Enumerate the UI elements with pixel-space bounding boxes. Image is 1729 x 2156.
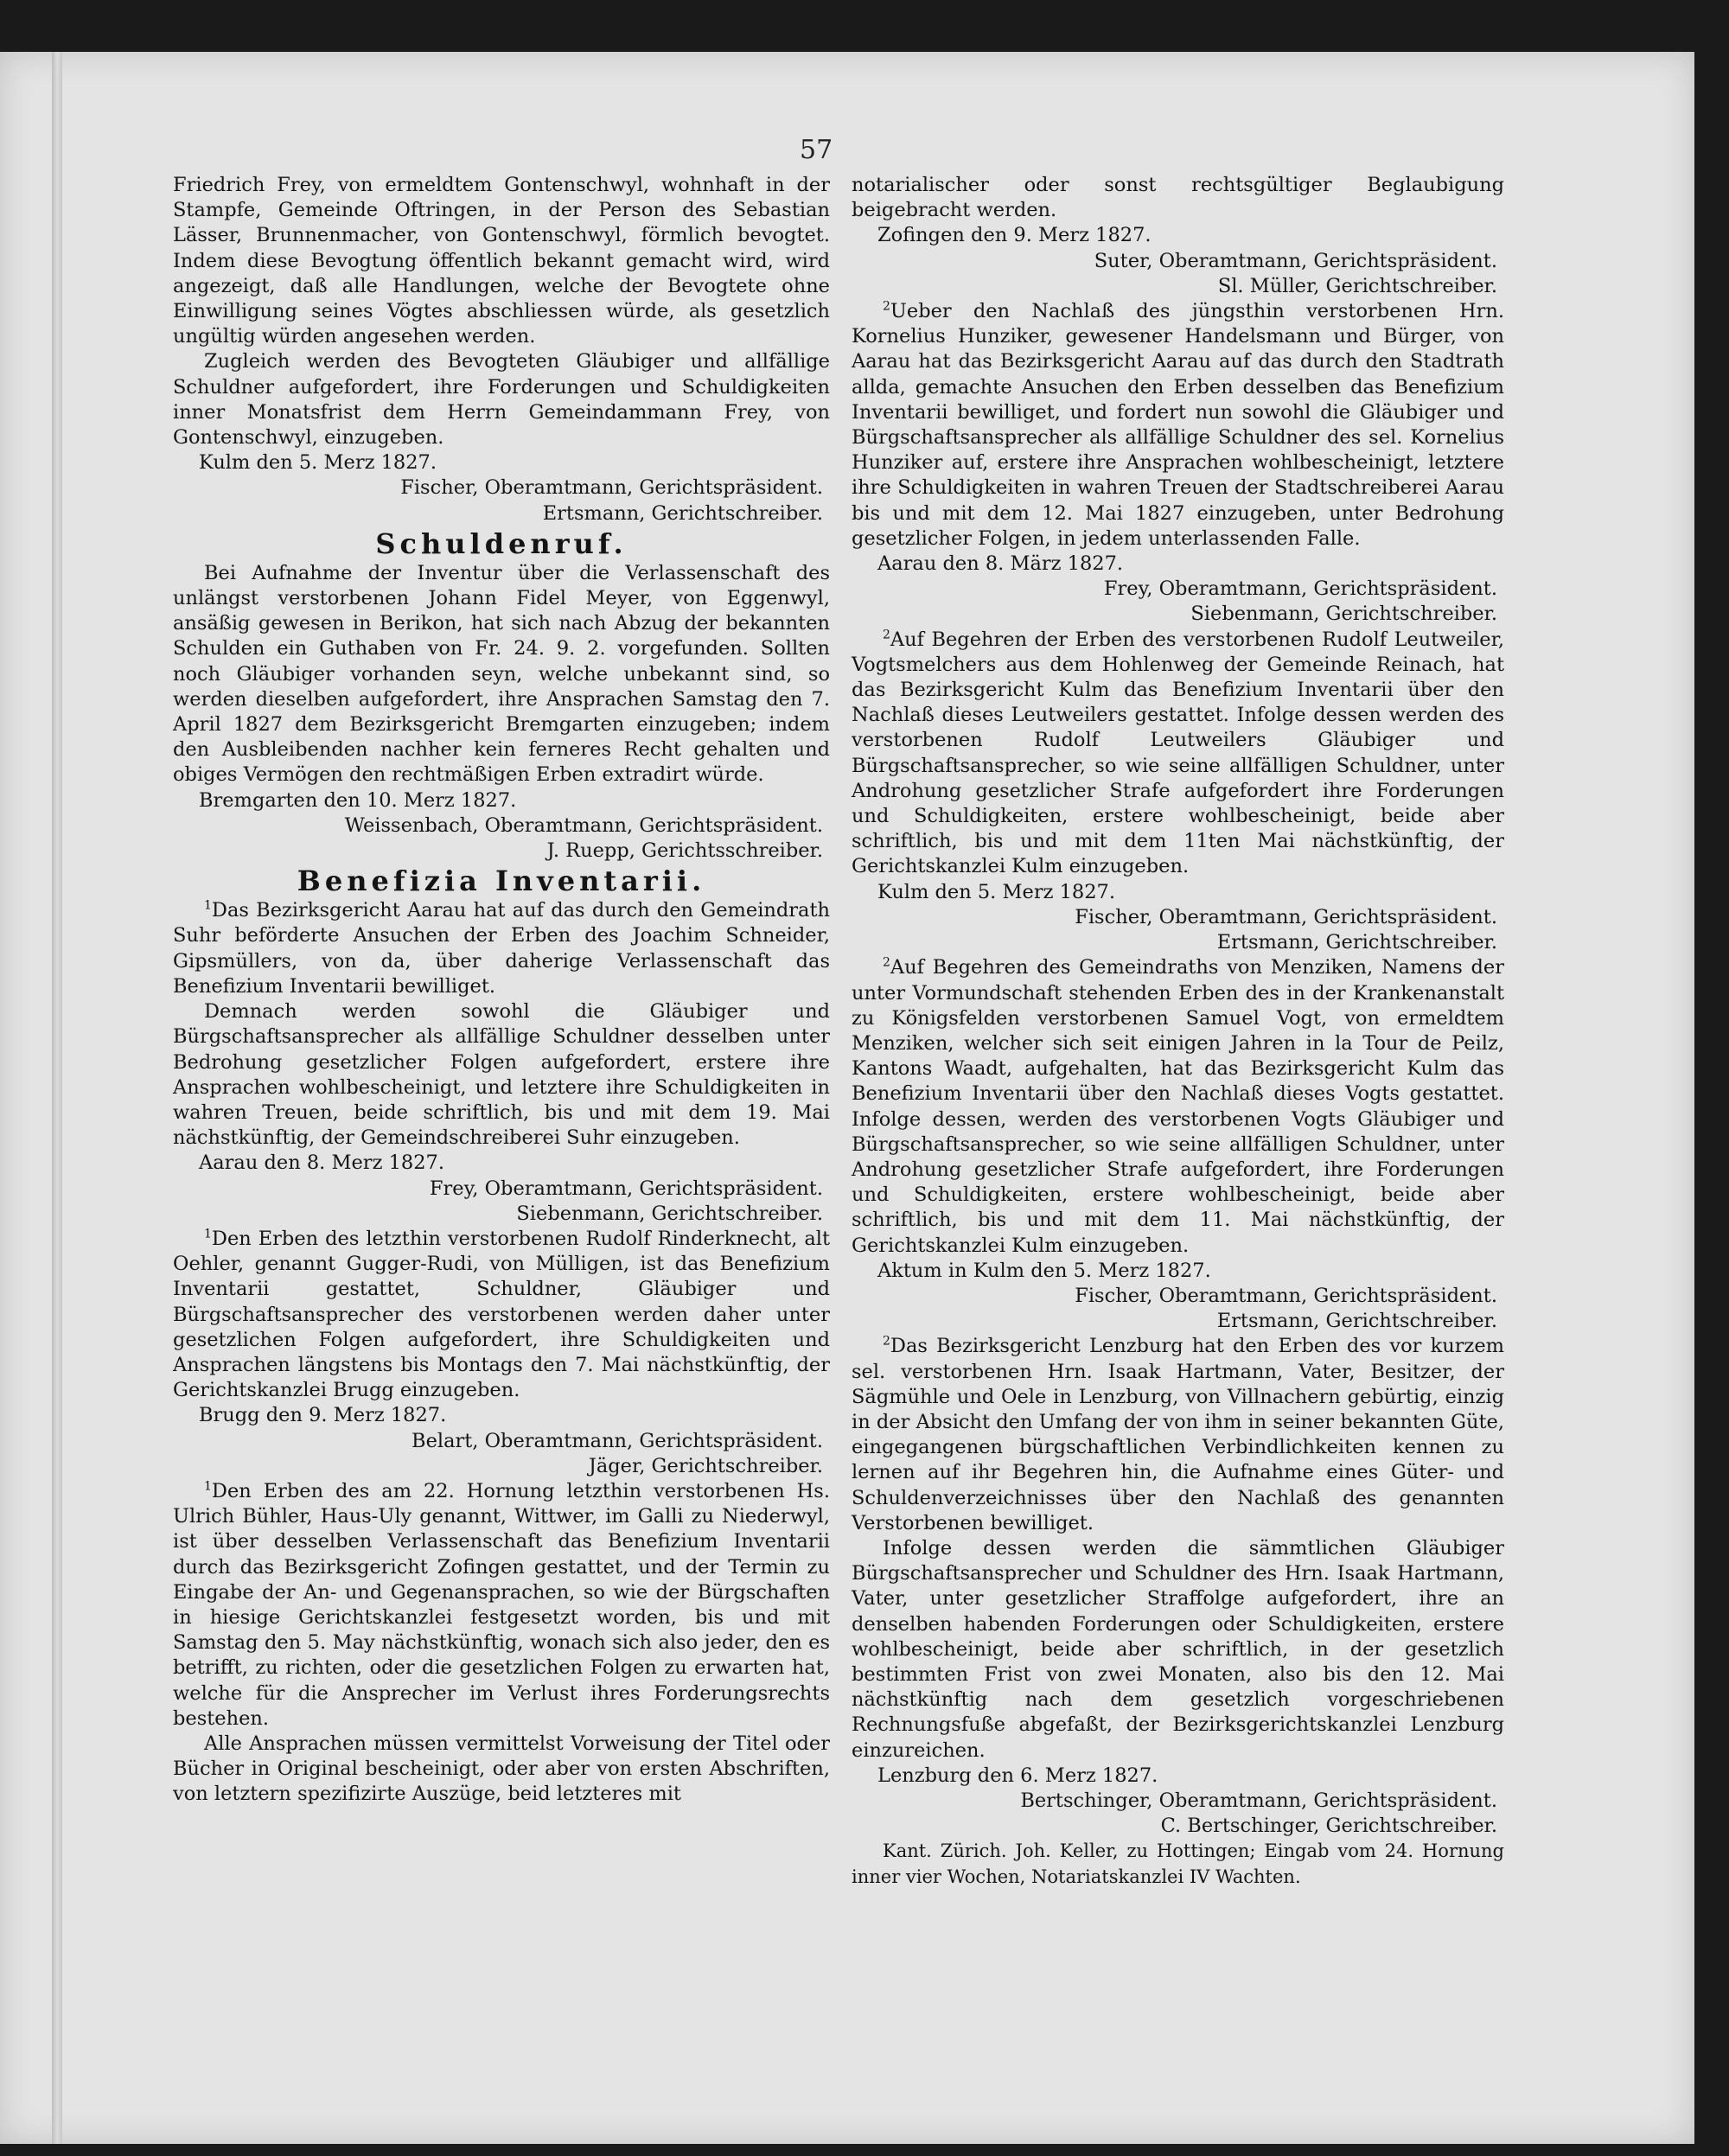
notice-signature xyxy=(173,813,830,839)
buehler-titles xyxy=(173,1732,830,1808)
paragraph-text: Kulm den 5. Merz 1827. xyxy=(199,451,437,475)
buehler-notice xyxy=(173,1479,830,1732)
paragraph-text: notarialischer oder sonst rechtsgültiger Beglaubigung beigebracht werden. xyxy=(852,174,1504,222)
paragraph-text: Lenzburg den 6. Merz 1827. xyxy=(877,1764,1158,1787)
paragraph-text: Jäger, Gerichtschreiber. xyxy=(588,1454,823,1477)
section-heading xyxy=(173,526,830,561)
notice-date xyxy=(173,1403,830,1428)
paragraph-text: Bertschinger, Oberamtmann, Gerichtspräsident. xyxy=(1020,1789,1497,1812)
paragraph-text: Den Erben des letzthin verstorbenen Rudolf Rinderknecht, alt Oehler, genannt Gugger-Rudi, von Mülligen, ist das Benefizium Inventarii gestattet, Schuldner, Gläubiger und Bürgschaftsansprecher des verstorbenen werden daher unter gesetzlichen Folgen aufgefordert, ihre Schuldigkeiten und Ansprachen längstens bis Montags den 7. Mai nächstkünftig, der Gerichtskanzlei Brugg einzugeben. xyxy=(173,1227,830,1402)
notice-signature xyxy=(852,1814,1504,1839)
page-number: 57 xyxy=(800,135,833,165)
schneider-notice xyxy=(173,898,830,999)
leutweiler-notice xyxy=(852,628,1504,880)
paragraph-text: Demnach werden sowohl die Gläubiger und Bürgschaftsansprecher als allfällige Schuldner desselben unter Bedrohung gesetzlicher Folgen aufgefordert, erstere ihre Ansprachen wohlbescheinigt, und letztere ihre Schuldigkeiten in wahren Treuen, beide schriftlich, bis und mit dem 19. Mai nächstkünftig, der Gemeindschreiberei Suhr einzugeben. xyxy=(173,1000,830,1150)
right-column xyxy=(852,173,1504,1890)
paragraph-text: Den Erben des am 22. Hornung letzthin verstorbenen Hs. Ulrich Bühler, Haus-Uly genannt, Wittwer, im Galli zu Niederwyl, ist über desselben Verlassenschaft das Benefizium Inventarii durch das Bezirksgericht Zofingen gestattet, und der Termin zu Eingabe der An- und Gegenansprachen, so wie der Bürgschaften in hiesige Gerichtskanzlei festgesetzt worden, bis und mit Samstag den 5. May nächstkünftig, wonach sich also jeder, den es betrifft, zu richten, oder die gesetzlichen Folgen zu erwarten hat, welche für die Ansprecher im Verlust ihres Forderungsrechts bestehen. xyxy=(173,1479,830,1730)
paragraph-text: Ueber den Nachlaß des jüngsthin verstorbenen Hrn. Kornelius Hunziker, gewesener Handelsmann und Bürger, von Aarau hat das Bezirksgericht Aarau auf das durch den Stadtrath allda, gemachte Ansuchen den Erben desselben das Benefizium Inventarii bewilliget, und fordert nun sowohl die Gläubiger und Bürgschaftsansprecher als allfällige Schuldner des sel. Kornelius Hunziker auf, erstere ihre Ansprachen wohlbescheinigt, letztere ihre Schuldigkeiten in wahren Treuen der Stadtschreiberei Aarau bis und mit dem 12. Mai 1827 einzugeben, unter Bedrohung gesetzlicher Folgen, in jedem unterlassenden Falle. xyxy=(852,300,1504,550)
insertion-count-marker: 2 xyxy=(883,955,890,970)
paragraph-text: Das Bezirksgericht Aarau hat auf das durch den Gemeindrath Suhr beförderte Ansuchen der Erben des Joachim Schneider, Gipsmüllers, von da, über daherige Verlassenschaft das Benefizium Inventarii bewilliget. xyxy=(173,899,830,998)
paragraph-text: Das Bezirksgericht Lenzburg hat den Erben des vor kurzem sel. verstorbenen Hrn. Isaak Hartmann, Vater, Besitzer, der Sägmühle und Oele in Lenzburg, von Villnachern gebürtig, einzig in der Absicht den Umfang der von ihm in seiner bekannten Güte, eingegangenen bürgschaftlichen Verbindlichkeiten kennen zu lernen auf ihr Begehren hin, die Aufnahme eines Güter- und Schuldenverzeichnisses über den Nachlaß des genannten Verstorbenen bewilliget. xyxy=(852,1335,1504,1534)
notice-signature xyxy=(173,475,830,501)
insertion-count-marker: 2 xyxy=(883,299,890,314)
paragraph-text: Ertsmann, Gerichtschreiber. xyxy=(1216,1310,1497,1333)
paragraph-text: Aarau den 8. März 1827. xyxy=(877,552,1124,576)
notice-date xyxy=(852,1259,1504,1284)
paragraph-text: Zugleich werden des Bevogteten Gläubiger und allfällige Schuldner aufgefordert, ihre Forderungen und Schuldigkeiten inner Monatsfrist dem Herrn Gemeindammann Frey, von Gontenschwyl, einzugeben. xyxy=(173,350,830,450)
rinderknecht-notice xyxy=(173,1227,830,1403)
notice-signature xyxy=(852,930,1504,955)
section-heading xyxy=(173,864,830,898)
notice-signature xyxy=(852,1309,1504,1334)
insertion-count-marker: 1 xyxy=(204,898,212,913)
hartmann-creditors xyxy=(852,1536,1504,1764)
notice-signature xyxy=(173,1429,830,1454)
notice-signature xyxy=(852,1284,1504,1309)
notice-signature xyxy=(852,274,1504,299)
notice-signature xyxy=(852,1789,1504,1814)
newspaper-page xyxy=(0,52,1694,2144)
notice-signature xyxy=(173,1202,830,1227)
paragraph-text: Friedrich Frey, von ermeldtem Gontenschwyl, wohnhaft in der Stampfe, Gemeinde Oftringen, in der Person des Sebastian Lässer, Brunnenmacher, von Gontenschwyl, förmlich bevogtet. Indem diese Bevogtung öffentlich bekannt gemacht wird, wird angezeigt, daß alle Handlungen, welche der Bevogtete ohne Einwilligung seines Vögtes abschliessen würde, als gesetzlich ungültig würden angesehen werden. xyxy=(173,174,830,348)
notice-date xyxy=(852,880,1504,905)
paragraph-text: Kulm den 5. Merz 1827. xyxy=(877,880,1115,903)
notice-date xyxy=(852,223,1504,248)
paragraph-text: Fischer, Oberamtmann, Gerichtspräsident. xyxy=(1075,905,1497,928)
page-binding xyxy=(52,52,62,2144)
paragraph-text: Sl. Müller, Gerichtschreiber. xyxy=(1217,274,1497,297)
paragraph-text: Bremgarten den 10. Merz 1827. xyxy=(199,788,517,812)
paragraph-text: Alle Ansprachen müssen vermittelst Vorweisung der Titel oder Bücher in Original bescheinigt, oder aber von ersten Abschriften, von letztern spezifizirte Auszüge, beid letzteres mit xyxy=(173,1732,830,1806)
paragraph-text: Ertsmann, Gerichtschreiber. xyxy=(1216,931,1497,954)
paragraph-text: Auf Begehren der Erben des verstorbenen Rudolf Leutweiler, Vogtsmelchers aus dem Hohlenweg der Gemeinde Reinach, hat das Bezirksgericht Kulm das Benefizium Inventarii über den Nachlaß dieses Leutweilers gestattet. Infolge dessen werden des verstorbenen Rudolf Leutweilers Gläubiger und Bürgschaftsansprecher, so wie seine allfälligen Schuldner, unter Androhung gesetzlicher Strafe aufgefordert ihre Forderungen und Schuldigkeiten, erstere wohlbescheinigt, beide aber schriftlich, bis und mit dem 11ten Mai nächstkünftig, der Gerichtskanzlei Kulm einzugeben. xyxy=(852,628,1504,878)
frey-notice xyxy=(173,173,830,349)
paragraph-text: Aarau den 8. Merz 1827. xyxy=(199,1151,444,1175)
frey-creditors xyxy=(173,349,830,450)
notice-signature xyxy=(173,1454,830,1479)
insertion-count-marker: 2 xyxy=(883,628,890,642)
paragraph-text: Fischer, Oberamtmann, Gerichtspräsident. xyxy=(400,476,823,500)
paragraph-text: Fischer, Oberamtmann, Gerichtspräsident. xyxy=(1075,1284,1497,1307)
notice-signature xyxy=(173,501,830,526)
hunziker-notice xyxy=(852,299,1504,552)
left-column xyxy=(173,173,830,1808)
hartmann-notice xyxy=(852,1334,1504,1536)
meyer-notice xyxy=(173,561,830,788)
paragraph-text: Kant. Zürich. Joh. Keller, zu Hottingen; Eingab vom 24. Hornung inner vier Wochen, Notariatskanzlei IV Wachten. xyxy=(852,1840,1504,1887)
vogt-notice xyxy=(852,955,1504,1258)
paragraph-text: Bei Aufnahme der Inventur über die Verlassenschaft des unlängst verstorbenen Johann Fidel Meyer, von Eggenwyl, ansäßig gewesen in Berikon, hat sich nach Abzug der bekannten Schulden ein Guthaben von Fr. 24. 9. 2. vorgefunden. Sollten noch Gläubiger vorhanden seyn, welche unbekannt sind, so werden dieselben aufgefordert, ihre Ansprachen Samstag den 7. April 1827 dem Bezirksgericht Bremgarten einzugeben; indem den Ausbleibenden nachher kein ferneres Recht gehalten und obiges Vermögen den rechtmäßigen Erben extradirt würde. xyxy=(173,561,830,787)
paragraph-text: Frey, Oberamtmann, Gerichtspräsident. xyxy=(429,1177,823,1200)
paragraph-text: J. Ruepp, Gerichtsschreiber. xyxy=(546,839,823,863)
notice-signature xyxy=(852,577,1504,602)
paragraph-text: Weissenbach, Oberamtmann, Gerichtspräsident. xyxy=(344,813,823,837)
insertion-count-marker: 1 xyxy=(204,1227,212,1241)
paragraph-text: Benefizia Inventarii. xyxy=(297,864,706,898)
notice-date xyxy=(173,1151,830,1176)
insertion-count-marker: 2 xyxy=(883,1334,890,1349)
paragraph-text: Schuldenruf. xyxy=(375,526,628,560)
paragraph-text: Siebenmann, Gerichtschreiber. xyxy=(1190,603,1497,626)
paragraph-text: Aktum in Kulm den 5. Merz 1827. xyxy=(877,1259,1211,1282)
buehler-cont xyxy=(852,173,1504,223)
notice-signature xyxy=(852,905,1504,930)
paragraph-text: Infolge dessen werden die sämmtlichen Gläubiger Bürgschaftsansprecher und Schuldner des Hrn. Isaak Hartmann, Vater, unter gesetzlicher Straffolge aufgefordert, ihre an denselben habenden Forderungen oder Schuldigkeiten, erstere wohlbescheinigt, beide aber schriftlich, in der gesetzlich bestimmten Frist von zwei Monaten, also bis den 12. Mai nächstkünftig nach dem gesetzlich vorgeschriebenen Rechnungsfuße abgefaßt, der Bezirksgerichtskanzlei Lenzburg einzureichen. xyxy=(852,1536,1504,1762)
notice-signature xyxy=(852,602,1504,627)
notice-signature xyxy=(852,249,1504,274)
notice-signature xyxy=(173,839,830,864)
zuerich-notice xyxy=(852,1839,1504,1889)
paragraph-text: Auf Begehren des Gemeindraths von Menziken, Namens der unter Vormundschaft stehenden Erben des in der Krankenanstalt zu Königsfelden verstorbenen Samuel Vogt, von ermeldtem Menziken, welcher sich seit einigen Jahren in la Tour de Peilz, Kantons Waadt, aufgehalten, hat das Bezirksgericht Kulm das Benefizium Inventarii über den Nachlaß dieses Vogts gestattet. Infolge dessen, werden des verstorbenen Vogts Gläubiger und Bürgschaftsansprecher, so wie seine allfälligen Schuldner, unter Androhung gesetzlicher Strafe aufgefordert, ihre Forderungen und Schuldigkeiten, erstere wohlbescheinigt, beide aber schriftlich, bis und mit dem 11. Mai nächstkünftig, der Gerichtskanzlei Kulm einzugeben. xyxy=(852,956,1504,1257)
notice-date xyxy=(173,450,830,475)
paragraph-text: Frey, Oberamtmann, Gerichtspräsident. xyxy=(1103,577,1497,601)
notice-date xyxy=(173,788,830,813)
paragraph-text: Ertsmann, Gerichtschreiber. xyxy=(542,501,823,525)
schneider-creditors xyxy=(173,999,830,1151)
paragraph-text: C. Bertschinger, Gerichtschreiber. xyxy=(1160,1815,1497,1838)
notice-date xyxy=(852,1764,1504,1789)
paragraph-text: Brugg den 9. Merz 1827. xyxy=(199,1404,447,1427)
paragraph-text: Belart, Oberamtmann, Gerichtspräsident. xyxy=(412,1429,823,1452)
notice-date xyxy=(852,552,1504,577)
paragraph-text: Siebenmann, Gerichtschreiber. xyxy=(516,1202,823,1225)
notice-signature xyxy=(173,1177,830,1202)
paragraph-text: Zofingen den 9. Merz 1827. xyxy=(877,224,1152,247)
paragraph-text: Suter, Oberamtmann, Gerichtspräsident. xyxy=(1094,249,1497,272)
insertion-count-marker: 1 xyxy=(204,1479,212,1494)
